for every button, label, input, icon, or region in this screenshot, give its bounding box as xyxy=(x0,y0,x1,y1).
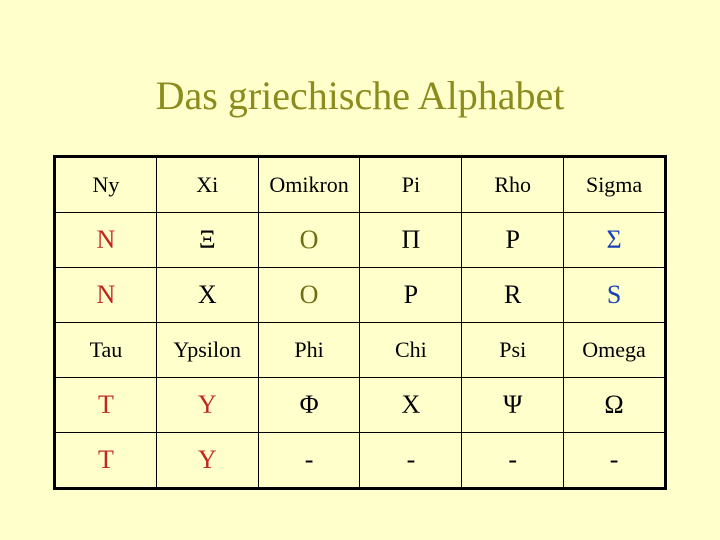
table-row-names-1 xyxy=(55,157,666,213)
cell-greek-omikron: Ο xyxy=(258,213,360,268)
cell-greek-rho: Ρ xyxy=(462,213,564,268)
table-row-greek-1 xyxy=(55,213,666,268)
cell-greek-sigma: Σ xyxy=(564,213,666,268)
cell-name-pi: Pi xyxy=(360,157,462,213)
cell-latin-y: Y xyxy=(156,433,258,489)
cell-name-xi: Xi xyxy=(156,157,258,213)
cell-name-sigma: Sigma xyxy=(564,157,666,213)
cell-latin-p: P xyxy=(360,268,462,323)
cell-name-rho: Rho xyxy=(462,157,564,213)
cell-name-omikron: Omikron xyxy=(258,157,360,213)
cell-greek-ypsilon: Υ xyxy=(156,378,258,433)
cell-greek-tau: Τ xyxy=(55,378,157,433)
cell-greek-psi: Ψ xyxy=(462,378,564,433)
cell-greek-ny: Ν xyxy=(55,213,157,268)
cell-latin-n: N xyxy=(55,268,157,323)
table-row-latin-2 xyxy=(55,433,666,489)
cell-latin-psi-none: - xyxy=(462,433,564,489)
cell-greek-phi: Φ xyxy=(258,378,360,433)
alphabet-table xyxy=(53,155,667,490)
cell-greek-chi: Χ xyxy=(360,378,462,433)
cell-latin-phi-none: - xyxy=(258,433,360,489)
cell-name-psi: Psi xyxy=(462,323,564,378)
cell-latin-s: S xyxy=(564,268,666,323)
cell-name-phi: Phi xyxy=(258,323,360,378)
cell-name-omega: Omega xyxy=(564,323,666,378)
cell-name-tau: Tau xyxy=(55,323,157,378)
cell-latin-t: T xyxy=(55,433,157,489)
cell-latin-r: R xyxy=(462,268,564,323)
table-row-greek-2 xyxy=(55,378,666,433)
cell-latin-x: X xyxy=(156,268,258,323)
table-row-latin-1 xyxy=(55,268,666,323)
page-title: Das griechische Alphabet xyxy=(155,73,565,118)
cell-name-chi: Chi xyxy=(360,323,462,378)
cell-name-ny: Ny xyxy=(55,157,157,213)
cell-greek-pi: Π xyxy=(360,213,462,268)
cell-name-ypsilon: Ypsilon xyxy=(156,323,258,378)
cell-latin-omega-none: - xyxy=(564,433,666,489)
cell-greek-omega: Ω xyxy=(564,378,666,433)
table-row-names-2 xyxy=(55,323,666,378)
cell-latin-chi-none: - xyxy=(360,433,462,489)
cell-latin-o: O xyxy=(258,268,360,323)
cell-greek-xi: Ξ xyxy=(156,213,258,268)
